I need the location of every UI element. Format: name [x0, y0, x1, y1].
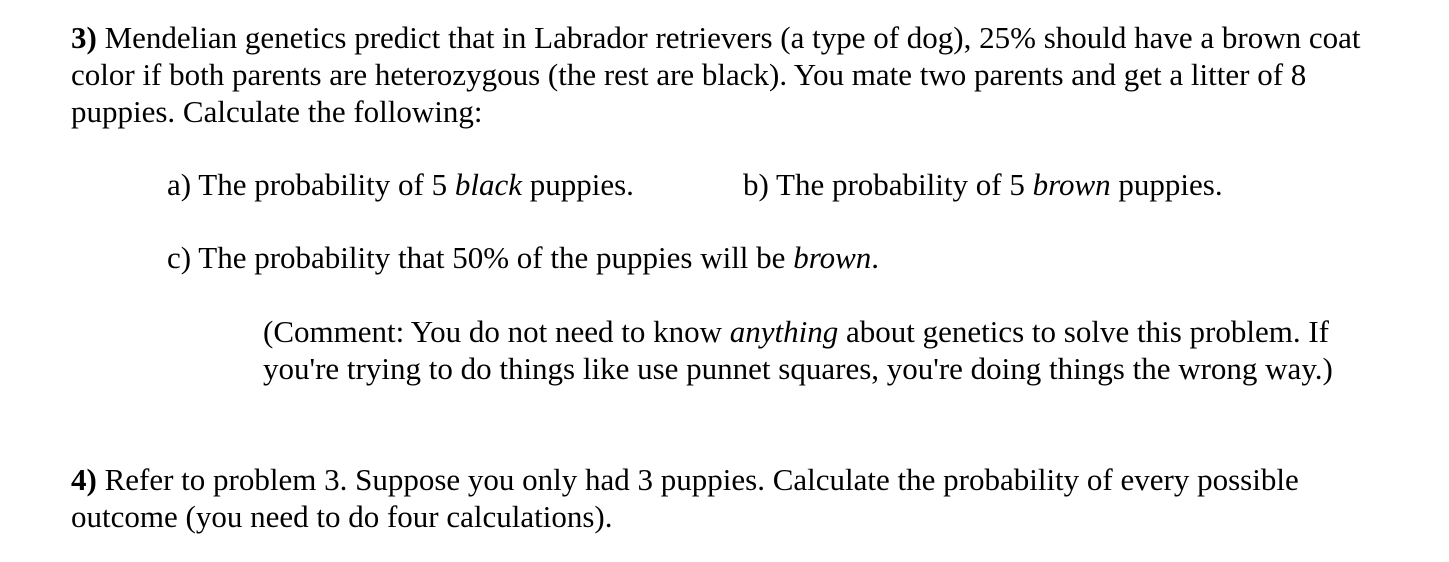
- part-c: [167, 239, 1449, 276]
- part-a-text: a) The probability of 5: [167, 167, 455, 202]
- comment-note: [263, 313, 1449, 387]
- problem-4-number: 4): [71, 462, 97, 497]
- problem-4-line-2: outcome (you need to do four calculations).: [71, 499, 613, 534]
- problem-3-number: 3): [71, 20, 97, 55]
- comment-line-1: [263, 313, 1449, 350]
- problem-3-line-1: [71, 19, 1449, 56]
- part-b: [743, 166, 1449, 203]
- part-c-text-end: .: [871, 240, 880, 275]
- part-b-text-end: puppies.: [1110, 167, 1223, 202]
- comment-line-1-text: (Comment: You do not need to know: [263, 314, 730, 349]
- problem-3-line-1-text: Mendelian genetics predict that in Labrador retrievers (a type of dog), 25% should have a brown coat: [96, 20, 1361, 55]
- problem-3-line-2: color if both parents are heterozygous (the rest are black). You mate two parents and get a litter of 8: [71, 57, 1307, 92]
- comment-line-2: you're trying to do things like use punnet squares, you're doing things the wrong way.): [263, 351, 1333, 386]
- problem-4-line-1: [71, 461, 1449, 498]
- problem-3: [71, 19, 1449, 130]
- comment-line-1-text-end: about genetics to solve this problem. If: [838, 314, 1329, 349]
- part-a-emphasis: black: [454, 167, 522, 202]
- part-a-text-end: puppies.: [521, 167, 634, 202]
- part-b-emphasis: brown: [1032, 167, 1111, 202]
- comment-emphasis: anything: [729, 314, 839, 349]
- part-c-text: c) The probability that 50% of the puppies will be: [167, 240, 794, 275]
- problem-3-line-3: puppies. Calculate the following:: [71, 94, 483, 129]
- problem-4-line-1-text: Refer to problem 3. Suppose you only had 3 puppies. Calculate the probability of every possible: [96, 462, 1299, 497]
- problem-4: [71, 461, 1449, 535]
- part-c-emphasis: brown: [793, 240, 872, 275]
- part-b-text: b) The probability of 5: [743, 167, 1033, 202]
